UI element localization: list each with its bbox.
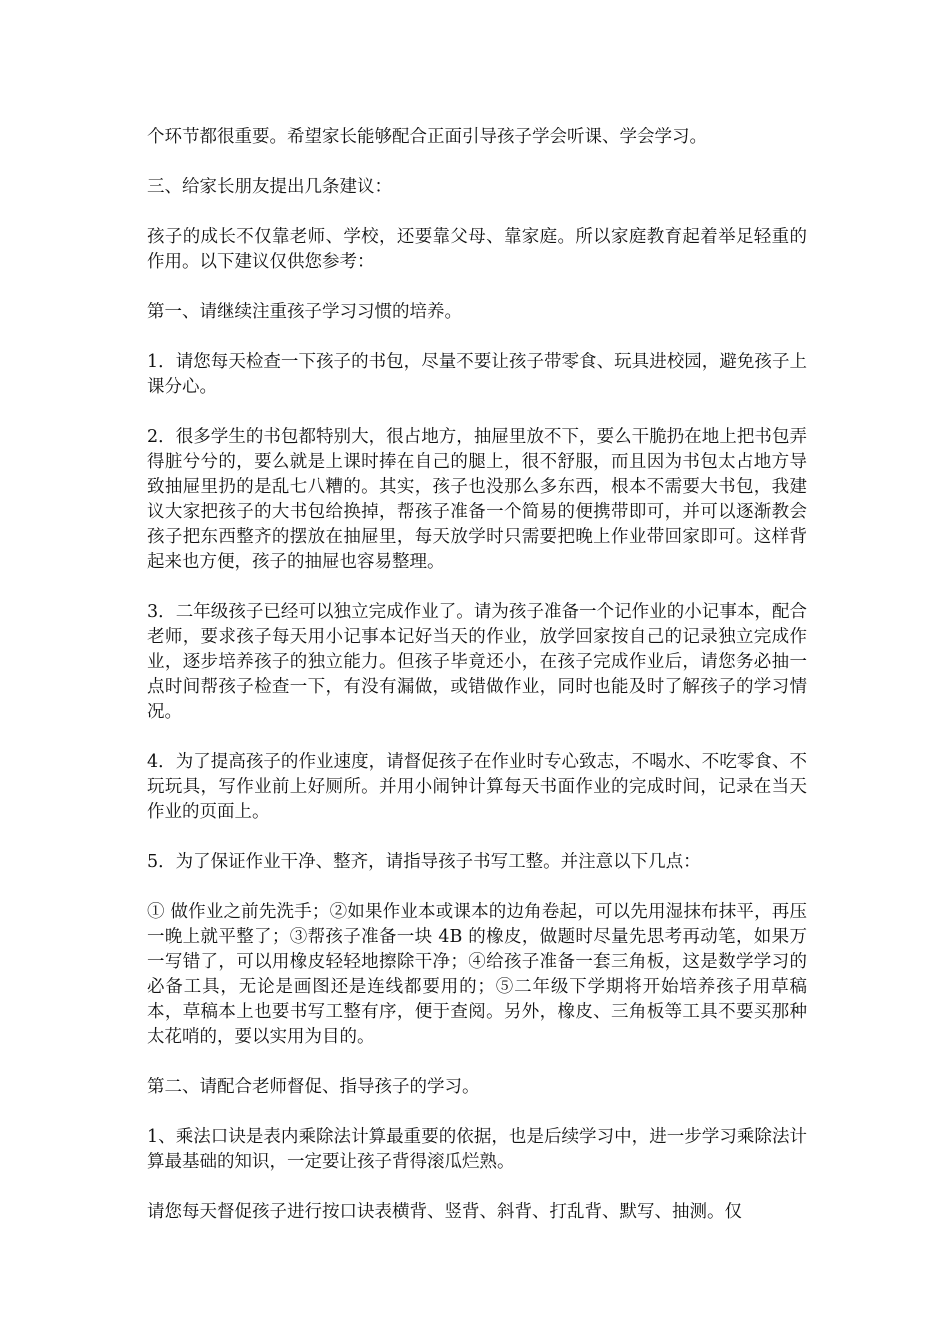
subheading-study-habits: 第一、请继续注重孩子学习习惯的培养。: [147, 302, 462, 322]
paragraph-writing-tips: ① 做作业之前先洗手；②如果作业本或课本的边角卷起，可以先用湿抹布抹平，再压一晚上就平整了；③帮孩子准备一块 4B 的橡皮，做题时尽量先思考再动笔，如果万一写错了，可以用橡皮轻轻地擦除干净；④给孩子准备一套三角板，这是数学学习的必备工具，无论是画图还是连线都要用的；⑤二年级下学期将开始培养孩子用草稿本，草稿本上也要书写工整有序，便于查阅。另外，橡皮、三角板等工具不要买那种太花哨的，要以实用为目的。: [147, 902, 807, 1047]
paragraph-family-education: 孩子的成长不仅靠老师、学校，还要靠父母、靠家庭。所以家庭教育起着举足轻重的作用。以下建议仅供您参考：: [147, 227, 807, 272]
subheading-supervise-learning: 第二、请配合老师督促、指导孩子的学习。: [147, 1077, 480, 1097]
list-item-4-homework-speed: 4．为了提高孩子的作业速度，请督促孩子在作业时专心致志，不喝水、不吃零食、不玩玩具，写作业前上好厕所。并用小闹钟计算每天书面作业的完成时间，记录在当天作业的页面上。: [147, 752, 807, 822]
list-item-1-multiplication-table: 1、乘法口诀是表内乘除法计算最重要的依据，也是后续学习中，进一步学习乘除法计算最基础的知识，一定要让孩子背得滚瓜烂熟。: [147, 1127, 807, 1172]
paragraph-intro-end: 个环节都很重要。希望家长能够配合正面引导孩子学会听课、学会学习。: [147, 127, 707, 147]
list-item-2-schoolbag-size: 2．很多学生的书包都特别大，很占地方，抽屉里放不下，要么干脆扔在地上把书包弄得脏兮兮的，要么就是上课时捧在自己的腿上，很不舒服，而且因为书包太占地方导致抽屉里扔的是乱七八糟的。其实，孩子也没那么多东西，根本不需要大书包，我建议大家把孩子的大书包给换掉，帮孩子准备一个简易的便携带即可，并可以逐渐教会孩子把东西整齐的摆放在抽屉里，每天放学时只需要把晚上作业带回家即可。这样背起来也方便，孩子的抽屉也容易整理。: [147, 427, 807, 572]
list-item-3-homework-notebook: 3．二年级孩子已经可以独立完成作业了。请为孩子准备一个记作业的小记事本，配合老师，要求孩子每天用小记事本记好当天的作业，放学回家按自己的记录独立完成作业，逐步培养孩子的独立能力。但孩子毕竟还小，在孩子完成作业后，请您务必抽一点时间帮孩子检查一下，有没有漏做，或错做作业，同时也能及时了解孩子的学习情况。: [147, 602, 807, 722]
list-item-1-schoolbag-check: 1．请您每天检查一下孩子的书包，尽量不要让孩子带零食、玩具进校园，避免孩子上课分心。: [147, 352, 807, 397]
list-item-5-neat-writing: 5．为了保证作业干净、整齐，请指导孩子书写工整。并注意以下几点：: [147, 852, 701, 872]
section-heading-suggestions: 三、给家长朋友提出几条建议：: [147, 177, 392, 197]
document-page: [147, 125, 807, 1250]
paragraph-daily-recitation: 请您每天督促孩子进行按口诀表横背、竖背、斜背、打乱背、默写、抽测。仅: [147, 1202, 742, 1222]
